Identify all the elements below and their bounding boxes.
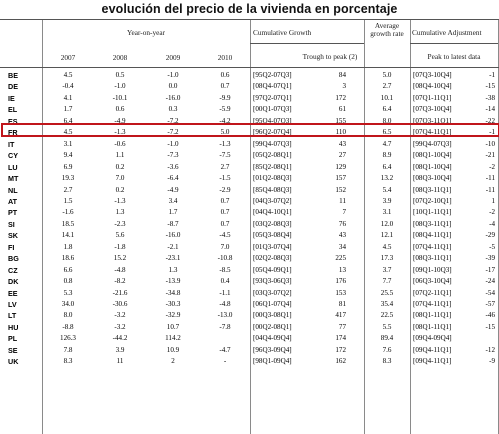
cell-trough-period: [02Q2-08Q3] [253,254,292,263]
cell-y2009: -34.8 [165,288,181,297]
cell-y2008: 5.6 [115,231,125,240]
cell-adj-value: -22 [485,116,495,125]
cell-trough-value: 129 [335,162,346,171]
cell-trough-period: [05Q2-08Q1] [253,151,292,160]
cell-avg: 8.3 [382,357,392,366]
cell-y2008: 0.5 [115,71,125,79]
header-rule [410,43,498,44]
cell-trough-value: 152 [335,185,346,194]
cell-y2009: -7.2 [167,116,179,125]
cell-y2007: 14.1 [61,231,75,240]
cell-trough-period: [93Q3-06Q3] [253,277,292,286]
cell-y2008: -10.1 [112,93,128,102]
header-trough-to-peak: Trough to peak (2) [302,52,358,61]
cell-trough-period: [05Q3-08Q4] [253,231,292,240]
country-code: EE [8,288,18,298]
cell-y2010: 0.7 [220,82,230,91]
cell-y2007: -8.8 [62,322,74,331]
cell-trough-period: [01Q2-08Q3] [253,174,292,183]
table-row [0,81,499,92]
cell-avg: 89.4 [380,334,394,343]
cell-y2008: -1.8 [114,242,126,251]
cell-y2010: -4.2 [219,116,231,125]
cell-y2010: -8.5 [219,265,231,274]
cell-y2010: -10.8 [217,254,233,263]
cell-adj-period: [07Q3-10Q4] [413,71,452,79]
cell-trough-period: [85Q4-08Q3] [253,185,292,194]
cell-avg: 7.6 [382,345,392,354]
header-cumulative-growth: Cumulative Growth [253,28,312,37]
cell-trough-value: 3 [342,82,346,91]
table-top-rule [0,19,499,20]
cell-adj-period: [08Q1-10Q4] [413,151,452,160]
cell-adj-value: -2 [489,208,495,217]
cell-y2010: 0.6 [220,71,230,79]
cell-y2008: 3.9 [115,345,125,354]
cell-adj-period: [07Q2-10Q1] [413,196,452,205]
country-code: EL [8,105,18,115]
cell-y2010: 0.7 [220,219,230,228]
cell-y2009: 10.9 [166,345,180,354]
cell-avg: 6.4 [382,105,392,114]
header-rule [250,43,364,44]
table-row [0,288,499,299]
cell-trough-value: 61 [338,105,346,114]
cell-y2008: 15.2 [113,254,127,263]
cell-adj-period: [09Q1-10Q3] [413,265,452,274]
cell-adj-value: -17 [485,265,495,274]
cell-trough-value: 110 [335,128,346,137]
cell-y2007: 126.3 [60,334,76,343]
cell-trough-value: 43 [338,231,346,240]
page-title: evolución del precio de la vivienda en porcentaje [101,2,398,16]
table-row [0,219,499,230]
cell-adj-value: -15 [485,322,495,331]
cell-y2010: -1.5 [219,174,231,183]
cell-adj-period: [08Q3-11Q1] [413,254,452,263]
cell-avg: 6.4 [382,162,392,171]
cell-trough-period: [04Q4-09Q4] [253,334,292,343]
country-code: LV [8,300,17,309]
cell-y2008: -0.6 [114,139,126,148]
cell-y2009: 3.4 [168,196,178,205]
cell-adj-value: -46 [485,311,495,320]
cell-y2007: 6.6 [63,265,73,274]
cell-adj-period: [08Q1-11Q1] [413,311,452,320]
country-code: SI [8,219,15,229]
cell-adj-value: -4 [489,219,495,228]
cell-trough-period: [97Q2-07Q1] [253,93,292,102]
cell-trough-period: [00Q3-08Q1] [253,311,292,320]
cell-trough-value: 7 [342,208,346,217]
cell-y2009: -16.0 [165,231,181,240]
cell-trough-value: 84 [338,71,346,79]
cell-y2008: -21.6 [112,288,128,297]
cell-y2007: 4.5 [63,128,73,137]
table-row [0,150,499,161]
cell-trough-period: [03Q3-07Q2] [253,288,292,297]
cell-y2010: -5.9 [219,105,231,114]
spain-row-highlight [1,123,499,137]
cell-y2007: 1.5 [63,196,73,205]
table-row [0,333,499,344]
cell-y2007: 4.5 [63,71,73,79]
table-row [0,276,499,287]
cell-trough-value: 176 [335,277,346,286]
cell-trough-period: [04Q3-07Q2] [253,196,292,205]
cell-y2009: 2 [171,357,175,366]
cell-adj-value: -15 [485,82,495,91]
cell-adj-period: [09Q4-11Q1] [413,345,452,354]
cell-avg: 4.7 [382,139,392,148]
cell-adj-period: [07Q1-11Q1] [413,93,452,102]
cell-y2007: 18.5 [61,219,75,228]
cell-adj-value: -1 [489,128,495,137]
cell-adj-period: [08Q3-11Q1] [413,219,452,228]
cell-avg: 2.7 [382,82,392,91]
cell-y2010: 7.0 [220,242,230,251]
cell-adj-value: -11 [485,174,495,183]
cell-y2008: 0.6 [115,105,125,114]
cell-y2008: -44.2 [112,334,128,343]
country-code: LT [8,311,17,321]
cell-trough-period: [96Q3-09Q4] [253,345,292,354]
cell-adj-value: -10 [485,139,495,148]
cell-y2007: -0.4 [62,82,74,91]
cell-adj-period: [07Q2-11Q1] [413,288,452,297]
cell-avg: 13.2 [380,174,394,183]
year-header: 2010 [217,53,233,62]
cell-avg: 17.3 [380,254,394,263]
cell-trough-period: [00Q1-07Q3] [253,105,292,114]
country-code: NL [8,185,18,195]
cell-y2007: -1.6 [62,208,74,217]
cell-y2007: 1.8 [63,242,73,251]
header-year-on-year: Year-on-year [126,28,165,37]
cell-adj-value: 1 [491,196,495,205]
cell-trough-value: 155 [335,116,346,125]
country-code: DK [8,277,19,287]
country-code: UK [8,357,19,367]
cell-y2008: -30.6 [112,300,128,308]
cell-adj-period: [08Q1-10Q4] [413,162,452,171]
cell-avg: 12.1 [380,231,394,240]
country-code: BE [8,71,18,80]
table-row [0,242,499,253]
cell-avg: 4.5 [382,242,392,251]
cell-y2009: -1.0 [167,71,179,79]
cell-adj-value: -9 [489,357,495,366]
cell-trough-period: [96Q2-07Q4] [253,128,292,137]
cell-adj-period: [09Q4-09Q4] [413,334,452,343]
header-cumulative-adjustment: Cumulative Adjustment [412,28,482,37]
cell-y2008: -2.3 [114,219,126,228]
cell-y2008: 0.2 [115,185,125,194]
cell-y2008: 1.3 [115,208,125,217]
cell-trough-value: 77 [338,322,346,331]
cell-y2009: -1.0 [167,139,179,148]
cell-trough-value: 417 [335,311,346,320]
cell-avg: 35.4 [380,300,394,308]
cell-avg: 3.7 [382,265,392,274]
table-row [0,196,499,207]
cell-y2010: 0.7 [220,196,230,205]
cell-avg: 3.9 [382,196,392,205]
header-average-growth-rate: Average growth rate [370,21,404,38]
country-code: LU [8,162,18,172]
cell-y2009: -4.9 [167,185,179,194]
cell-avg: 7.7 [382,277,392,286]
cell-y2009: -8.7 [167,219,179,228]
cell-trough-period: [03Q2-08Q3] [253,219,292,228]
cell-trough-period: [98Q1-09Q4] [253,357,292,366]
cell-trough-value: 172 [335,93,346,102]
cell-avg: 8.0 [382,116,392,125]
table-row [0,162,499,173]
cell-adj-value: -5 [489,242,495,251]
cell-y2010: 0.4 [220,277,230,286]
cell-y2009: -16.0 [165,93,181,102]
cell-y2010: 2.7 [220,162,230,171]
cell-y2010: -4.5 [219,231,231,240]
cell-y2007: 9.4 [63,151,73,160]
cell-y2009: 114.2 [165,334,181,343]
cell-adj-period: [08Q4-10Q4] [413,82,452,91]
cell-y2009: 0.3 [168,105,178,114]
cell-trough-period: [95Q4-07Q3] [253,116,292,125]
cell-adj-period: [08Q1-11Q1] [413,322,452,331]
country-code: DE [8,82,18,92]
cell-y2009: 1.7 [168,208,178,217]
cell-y2007: 34.0 [61,300,75,308]
cell-y2009: -32.9 [165,311,181,320]
cell-adj-value: -12 [485,345,495,354]
cell-y2010: -7.8 [219,322,231,331]
cell-y2008: 1.1 [115,151,125,160]
table-row [0,104,499,115]
cell-y2007: 19.3 [61,174,75,183]
cell-y2010: -2.9 [219,185,231,194]
country-code: IT [8,139,15,149]
country-code: IE [8,93,15,103]
country-code: MT [8,174,19,184]
cell-trough-value: 157 [335,174,346,183]
country-code: PL [8,334,18,344]
cell-avg: 6.5 [382,128,392,137]
cell-y2010: 5.0 [220,128,230,137]
table-row [0,345,499,356]
cell-y2009: -7.3 [167,151,179,160]
cell-adj-period: [07Q4-11Q1] [413,128,452,137]
country-code: CZ [8,265,18,275]
cell-trough-period: [01Q3-07Q4] [253,242,292,251]
cell-y2010: -1.1 [219,288,231,297]
cell-y2010: -7.5 [219,151,231,160]
cell-y2010: -4.7 [219,345,231,354]
cell-y2007: 1.7 [63,105,73,114]
cell-adj-value: -11 [485,185,495,194]
cell-adj-period: [10Q1-11Q1] [413,208,452,217]
cell-y2008: -4.9 [114,116,126,125]
cell-trough-period: [06Q1-07Q4] [253,300,292,308]
cell-y2008: 11 [116,357,124,366]
cell-y2009: -7.2 [167,128,179,137]
cell-adj-value: -57 [485,300,495,308]
cell-trough-value: 34 [338,242,346,251]
table-row [0,70,499,81]
cell-adj-value: -2 [489,162,495,171]
cell-y2009: 10.7 [166,322,180,331]
country-code: BG [8,254,19,264]
cell-avg: 5.0 [382,71,392,79]
cell-y2008: 0.2 [115,162,125,171]
cell-trough-value: 174 [335,334,346,343]
country-code: ES [8,116,18,126]
cell-y2008: 7.0 [115,174,125,183]
cell-y2007: 7.8 [63,345,73,354]
country-code: FI [8,242,15,252]
cell-y2008: -8.2 [114,277,126,286]
cell-adj-period: [07Q4-11Q1] [413,242,452,251]
cell-trough-period: [04Q4-10Q1] [253,208,292,217]
cell-y2007: 3.1 [63,139,73,148]
cell-adj-value: -21 [485,151,495,160]
cell-y2007: 18.6 [61,254,75,263]
cell-avg: 5.5 [382,322,392,331]
cell-adj-value: -14 [485,105,495,114]
cell-y2007: 6.9 [63,162,73,171]
cell-trough-value: 153 [335,288,346,297]
cell-y2010: 0.7 [220,208,230,217]
cell-trough-value: 172 [335,345,346,354]
cell-y2009: 1.3 [168,265,178,274]
cell-y2007: 8.3 [63,357,73,366]
country-code: FR [8,128,18,138]
cell-avg: 8.9 [382,151,392,160]
table-row [0,185,499,196]
country-code: CY [8,151,18,161]
cell-y2008: -3.2 [114,322,126,331]
table-row [0,310,499,321]
cell-y2010: -1.3 [219,139,231,148]
cell-y2010: -13.0 [217,311,233,320]
cell-trough-value: 162 [335,357,346,366]
cell-avg: 5.4 [382,185,392,194]
cell-adj-value: -38 [485,93,495,102]
cell-trough-value: 225 [335,254,346,263]
cell-y2009: -23.1 [165,254,181,263]
table-row [0,139,499,150]
cell-adj-value: -24 [485,277,495,286]
year-header: 2007 [60,53,76,62]
cell-y2007: 0.8 [63,277,73,286]
cell-trough-value: 43 [338,139,346,148]
cell-adj-period: [99Q4-07Q3] [413,139,452,148]
housing-price-table [0,19,499,434]
table-row [0,93,499,104]
cell-y2008: -1.0 [114,82,126,91]
table-row [0,299,499,310]
table-row [0,253,499,264]
cell-adj-period: [09Q4-11Q1] [413,357,452,366]
cell-trough-period: [85Q2-08Q1] [253,162,292,171]
cell-adj-period: [08Q4-11Q1] [413,231,452,240]
cell-y2009: -30.3 [165,300,181,308]
year-header: 2008 [112,53,128,62]
table-row [0,207,499,218]
cell-trough-value: 11 [339,196,346,205]
cell-y2010: -4.8 [219,300,231,308]
cell-trough-value: 27 [338,151,346,160]
cell-trough-value: 13 [338,265,346,274]
cell-y2007: 4.1 [63,93,73,102]
cell-adj-period: [06Q3-10Q4] [413,277,452,286]
cell-y2007: 6.4 [63,116,73,125]
cell-adj-value: -29 [485,231,495,240]
cell-y2010: -9.9 [219,93,231,102]
cell-y2009: -2.1 [167,242,179,251]
cell-avg: 10.1 [380,93,394,102]
cell-y2008: -3.2 [114,311,126,320]
cell-avg: 3.1 [382,208,392,217]
header-peak-to-latest: Peak to latest data [427,52,481,61]
cell-adj-period: [07Q3-10Q4] [413,105,452,114]
year-header: 2009 [165,53,181,62]
cell-y2010: - [223,357,227,366]
cell-y2007: 5.3 [63,288,73,297]
cell-adj-period: [08Q3-11Q1] [413,185,452,194]
cell-y2008: -1.3 [114,128,126,137]
table-row [0,230,499,241]
cell-adj-value: -1 [489,71,495,79]
table-row [0,173,499,184]
cell-y2009: -6.4 [167,174,179,183]
country-code: SK [8,231,18,241]
cell-y2008: -1.3 [114,196,126,205]
cell-y2007: 8.0 [63,311,73,320]
cell-adj-value: -39 [485,254,495,263]
table-row [0,265,499,276]
table-row [0,356,499,367]
cell-y2009: -3.6 [167,162,179,171]
cell-y2007: 2.7 [63,185,73,194]
cell-adj-value: -54 [485,288,495,297]
cell-trough-period: [00Q2-08Q1] [253,322,292,331]
cell-trough-period: [95Q2-07Q3] [253,71,292,79]
country-code: SE [8,345,18,355]
country-code: PT [8,208,18,218]
cell-avg: 25.5 [380,288,394,297]
cell-trough-period: [05Q4-09Q1] [253,265,292,274]
country-code: AT [8,196,18,206]
cell-adj-period: [07Q3-11Q1] [413,116,452,125]
country-code: HU [8,322,19,332]
cell-trough-period: [99Q4-07Q3] [253,139,292,148]
cell-adj-period: [07Q4-11Q1] [413,300,452,308]
cell-trough-period: [08Q4-07Q1] [253,82,292,91]
cell-trough-value: 76 [338,219,346,228]
cell-avg: 22.5 [380,311,394,320]
cell-avg: 12.0 [380,219,394,228]
table-row [0,322,499,333]
cell-trough-value: 81 [338,300,346,308]
cell-y2009: -13.9 [165,277,181,286]
cell-y2009: 0.0 [168,82,178,91]
header-bottom-rule [0,67,499,68]
cell-adj-period: [08Q3-10Q4] [413,174,452,183]
cell-y2008: -4.8 [114,265,126,274]
